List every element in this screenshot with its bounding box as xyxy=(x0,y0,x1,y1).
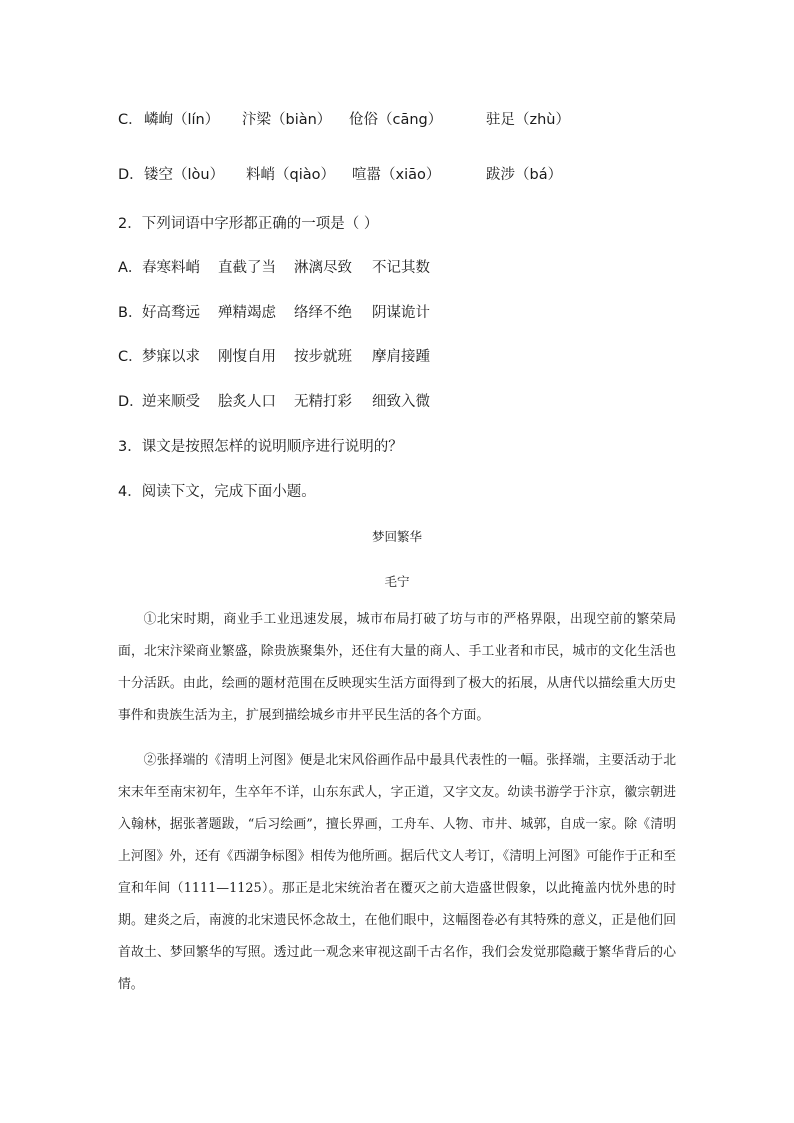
option-item: 殚精竭虑 xyxy=(218,305,276,321)
option-letter: A． xyxy=(118,260,143,276)
article-author: 毛宁 xyxy=(384,574,410,589)
q3-stem: 3．课文是按照怎样的说明顺序进行说明的？ xyxy=(118,439,403,455)
option-letter: B． xyxy=(118,305,143,321)
q2-stem: 2．下列词语中字形都正确的一项是（ ） xyxy=(118,216,379,232)
article-paragraph-2: ②张择端的《清明上河图》便是北宋风俗画作品中最具代表性的一幅。张择端，主要活动于北宋末年至南宋初年，生卒年不详，山东东武人，字正道，又字文友。幼读书游学于汴京，徽宗朝进入翰林，据张著题跋，“后习绘画”，擅长界画，工舟车、人物、市井、城郭，自成一家。除《清明上河图》外，还有《西湖争标图》相传为他所画。据后代文人考订，《清明上河图》可能作于正和至宣和年间（1111—1125）。那正是北宋统治者在覆灭之前大造盛世假象，以此掩盖内忧外患的时期。建炎之后，南渡的北宋遗民怀念故土，在他们眼中，这幅图卷必有其特殊的意义，正是他们回首故土、梦回繁华的写照。透过此一观念来审视这副千古名作，我们会发觉那隐藏于繁华背后的心情。 xyxy=(118,753,676,992)
option-item: 喧嚣（xiāo） xyxy=(352,167,441,183)
option-item: 料峭（qiào） xyxy=(246,167,335,183)
option-item: 伧俗（cāng） xyxy=(349,112,443,128)
option-item: 直截了当 xyxy=(218,260,276,276)
option-item: 驻足（zhù） xyxy=(486,112,570,128)
option-item: 淋漓尽致 xyxy=(294,260,352,276)
option-item: 梦寐以求 xyxy=(142,349,200,365)
option-item: 细致入微 xyxy=(372,394,430,410)
option-item: 好高骛远 xyxy=(142,305,200,321)
article-paragraph-1: ①北宋时期，商业手工业迅速发展，城市布局打破了坊与市的严格界限，出现空前的繁荣局面，北宋汴梁商业繁盛，除贵族聚集外，还住有大量的商人、手工业者和市民，城市的文化生活也十分活跃。由此，绘画的题材范围在反映现实生活方面得到了极大的拓展，从唐代以描绘重大历史事件和贵族生活为主，扩展到描绘城乡市井平民生活的各个方面。 xyxy=(118,612,676,723)
option-item: 春寒料峭 xyxy=(142,260,200,276)
option-letter: C． xyxy=(118,349,143,365)
option-item: 无精打彩 xyxy=(294,394,352,410)
option-item: 汴梁（biàn） xyxy=(242,112,332,128)
option-item: 不记其数 xyxy=(372,260,430,276)
option-item: 嶙峋（lín） xyxy=(144,112,220,128)
option-item: 跋涉（bá） xyxy=(486,167,563,183)
q4-stem: 4．阅读下文，完成下面小题。 xyxy=(118,484,316,500)
option-letter: D． xyxy=(118,167,144,183)
option-letter: D． xyxy=(118,394,144,410)
option-item: 络绎不绝 xyxy=(294,305,352,321)
option-item: 按步就班 xyxy=(294,349,352,365)
article-title: 梦回繁华 xyxy=(371,529,422,544)
option-item: 阴谋诡计 xyxy=(372,305,430,321)
option-item: 逆来顺受 xyxy=(142,394,200,410)
option-item: 刚愎自用 xyxy=(218,349,276,365)
option-letter: C． xyxy=(118,112,143,128)
option-item: 脍炙人口 xyxy=(218,394,276,410)
option-item: 摩肩接踵 xyxy=(372,349,430,365)
option-item: 镂空（lòu） xyxy=(144,167,225,183)
